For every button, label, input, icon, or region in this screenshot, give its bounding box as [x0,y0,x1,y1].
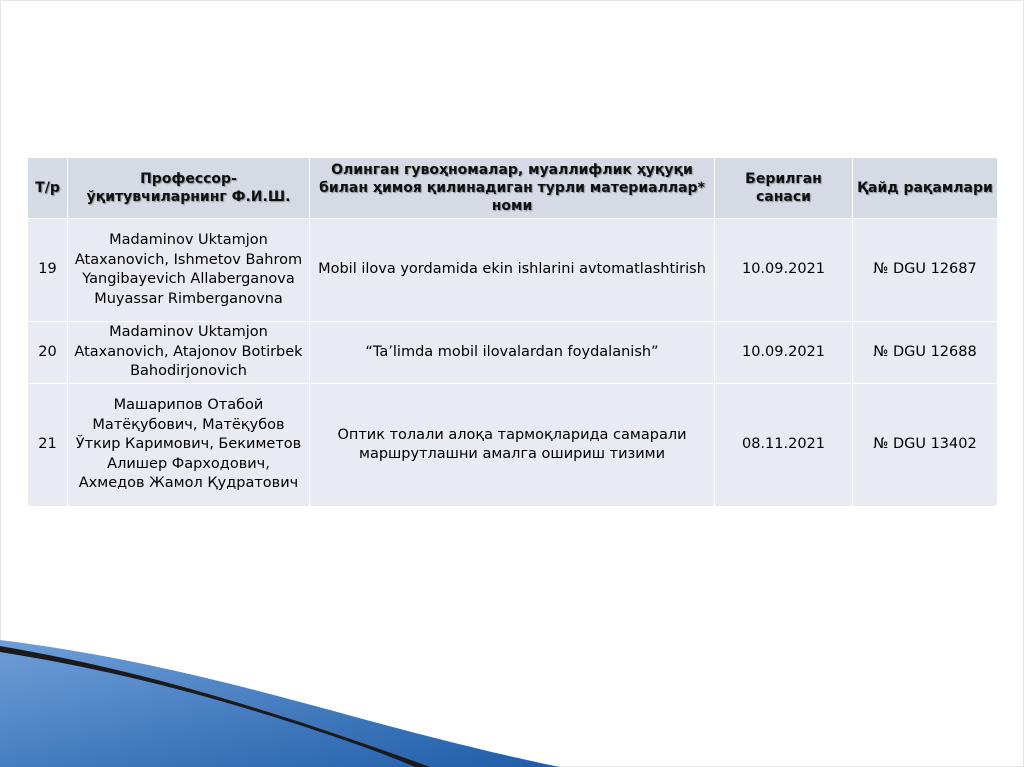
row-title: “Ta’limda mobil ilovalardan foydalanish” [310,322,715,384]
wave-shape [0,640,560,767]
row-number: 20 [28,322,68,384]
row-authors: Машарипов Отабой Матёқубович, Матёқубов Ўткир Каримович, Бекиметов Алишер Фарходович, Ахмедов Жамол Қудратович [68,384,310,507]
row-registration: № DGU 12688 [853,322,998,384]
row-number: 21 [28,384,68,507]
row-title: Оптик толали алоқа тармоқларида самарали маршрутлашни амалга ошириш тизими [310,384,715,507]
row-authors: Madaminov Uktamjon Ataxanovich, Atajonov Botirbek Bahodirjonovich [68,322,310,384]
header-registration-number: Қайд рақамлари [853,158,998,219]
row-title: Mobil ilova yordamida ekin ishlarini avtomatlashtirish [310,219,715,322]
row-number: 19 [28,219,68,322]
header-number: Т/р [28,158,68,219]
header-authors: Профессор-ўқитувчиларнинг Ф.И.Ш. [68,158,310,219]
row-registration: № DGU 13402 [853,384,998,507]
row-date: 10.09.2021 [715,219,853,322]
row-date: 10.09.2021 [715,322,853,384]
row-authors: Madaminov Uktamjon Ataxanovich, Ishmetov Bahrom Yangibayevich Allaberganova Muyassar Rimberganovna [68,219,310,322]
header-material-title: Олинган гувоҳномалар, муаллифлик ҳуқуқи билан ҳимоя қилинадиган турли материаллар* номи [310,158,715,219]
row-date: 08.11.2021 [715,384,853,507]
header-issue-date: Берилган санаси [715,158,853,219]
row-registration: № DGU 12687 [853,219,998,322]
